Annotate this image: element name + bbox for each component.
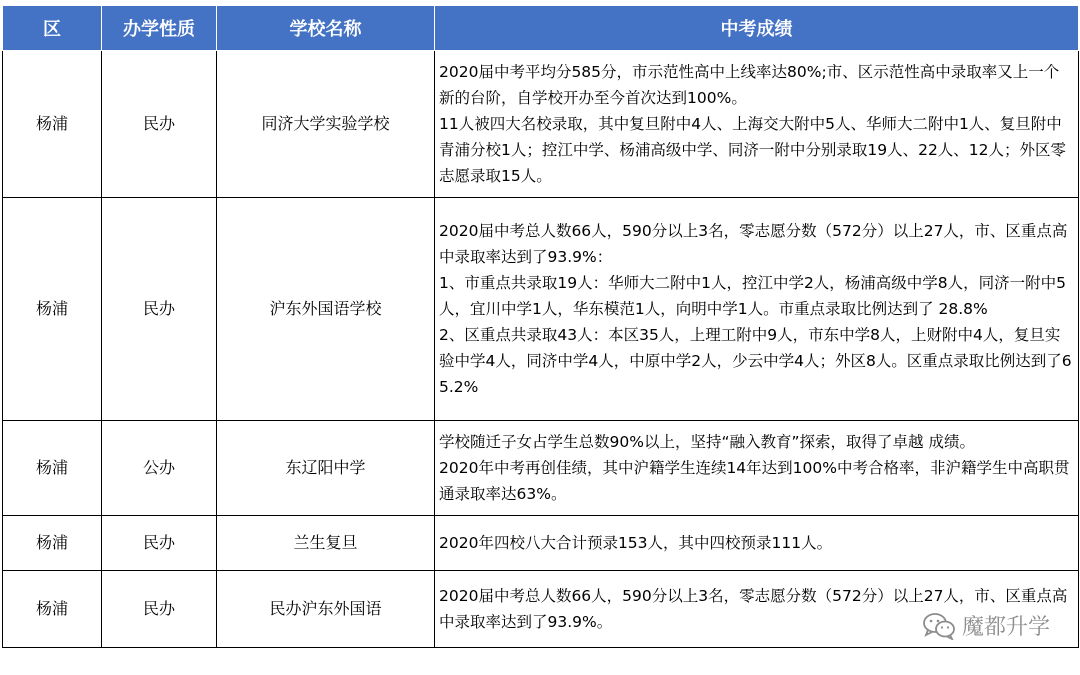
cell-district: 杨浦 xyxy=(3,516,102,571)
table-row xyxy=(3,516,1079,571)
header-district: 区 xyxy=(3,6,102,51)
header-school-name: 学校名称 xyxy=(217,6,435,51)
cell-district: 杨浦 xyxy=(3,421,102,516)
cell-exam-results xyxy=(435,516,1079,571)
cell-exam-results xyxy=(435,51,1079,198)
result-line: 2020年中考再创佳绩，其中沪籍学生连续14年达到100%中考合格率，非沪籍学生中高职贯通录取率达63%。 xyxy=(439,459,1070,503)
table-row xyxy=(3,198,1079,421)
result-line: 2020届中考总人数66人，590分以上3名，零志愿分数（572分）以上27人，市、区重点高中录取率达到了93.9%： xyxy=(439,222,1068,266)
cell-exam-results xyxy=(435,421,1079,516)
cell-school-type: 民办 xyxy=(102,571,217,648)
table-row xyxy=(3,571,1079,648)
cell-school-name: 同济大学实验学校 xyxy=(217,51,435,198)
watermark-text: 魔都升学 xyxy=(961,615,1050,640)
table-row xyxy=(3,51,1079,198)
cell-district: 杨浦 xyxy=(3,571,102,648)
cell-district: 杨浦 xyxy=(3,198,102,421)
wechat-icon xyxy=(922,612,956,640)
cell-school-name: 兰生复旦 xyxy=(217,516,435,571)
result-line: 2020届中考总人数66人，590分以上3名，零志愿分数（572分）以上27人，市、区重点高中录取率达到了93.9%。 xyxy=(439,587,1068,631)
cell-district: 杨浦 xyxy=(3,51,102,198)
cell-school-name: 沪东外国语学校 xyxy=(217,198,435,421)
table-row xyxy=(3,421,1079,516)
cell-school-type: 民办 xyxy=(102,516,217,571)
watermark xyxy=(922,610,1050,641)
result-line: 2、区重点共录取43人：本区35人，上理工附中9人，市东中学8人，上财附中4人，复旦实验中学4人，同济中学4人，中原中学2人，少云中学4人；外区8人。区重点录取比例达到了65.2% xyxy=(439,326,1072,396)
result-line: 11人被四大名校录取，其中复旦附中4人、上海交大附中5人、华师大二附中1人、复旦附中青浦分校1人；控江中学、杨浦高级中学、同济一附中分别录取19人、22人、12人；外区零志愿录取15人。 xyxy=(439,115,1067,185)
cell-school-name: 民办沪东外国语 xyxy=(217,571,435,648)
cell-exam-results xyxy=(435,198,1079,421)
result-line: 2020年四校八大合计预录153人，其中四校预录111人。 xyxy=(439,534,833,552)
cell-school-type: 公办 xyxy=(102,421,217,516)
result-line: 1、市重点共录取19人：华师大二附中1人，控江中学2人，杨浦高级中学8人，同济一附中5人，宜川中学1人，华东模范1人，向明中学1人。市重点录取比例达到了 28.8% xyxy=(439,274,1067,318)
header-exam-results: 中考成绩 xyxy=(435,6,1079,51)
result-line: 2020届中考平均分585分，市示范性高中上线率达80%;市、区示范性高中录取率又上一个新的台阶，自学校开办至今首次达到100%。 xyxy=(439,63,1060,107)
cell-school-type: 民办 xyxy=(102,51,217,198)
cell-school-name: 东辽阳中学 xyxy=(217,421,435,516)
result-line: 学校随迁子女占学生总数90%以上，坚持“融入教育”探索，取得了卓越 成绩。 xyxy=(439,433,975,451)
school-results-table xyxy=(2,5,1079,648)
header-school-type: 办学性质 xyxy=(102,6,217,51)
header-row xyxy=(3,6,1079,51)
cell-school-type: 民办 xyxy=(102,198,217,421)
